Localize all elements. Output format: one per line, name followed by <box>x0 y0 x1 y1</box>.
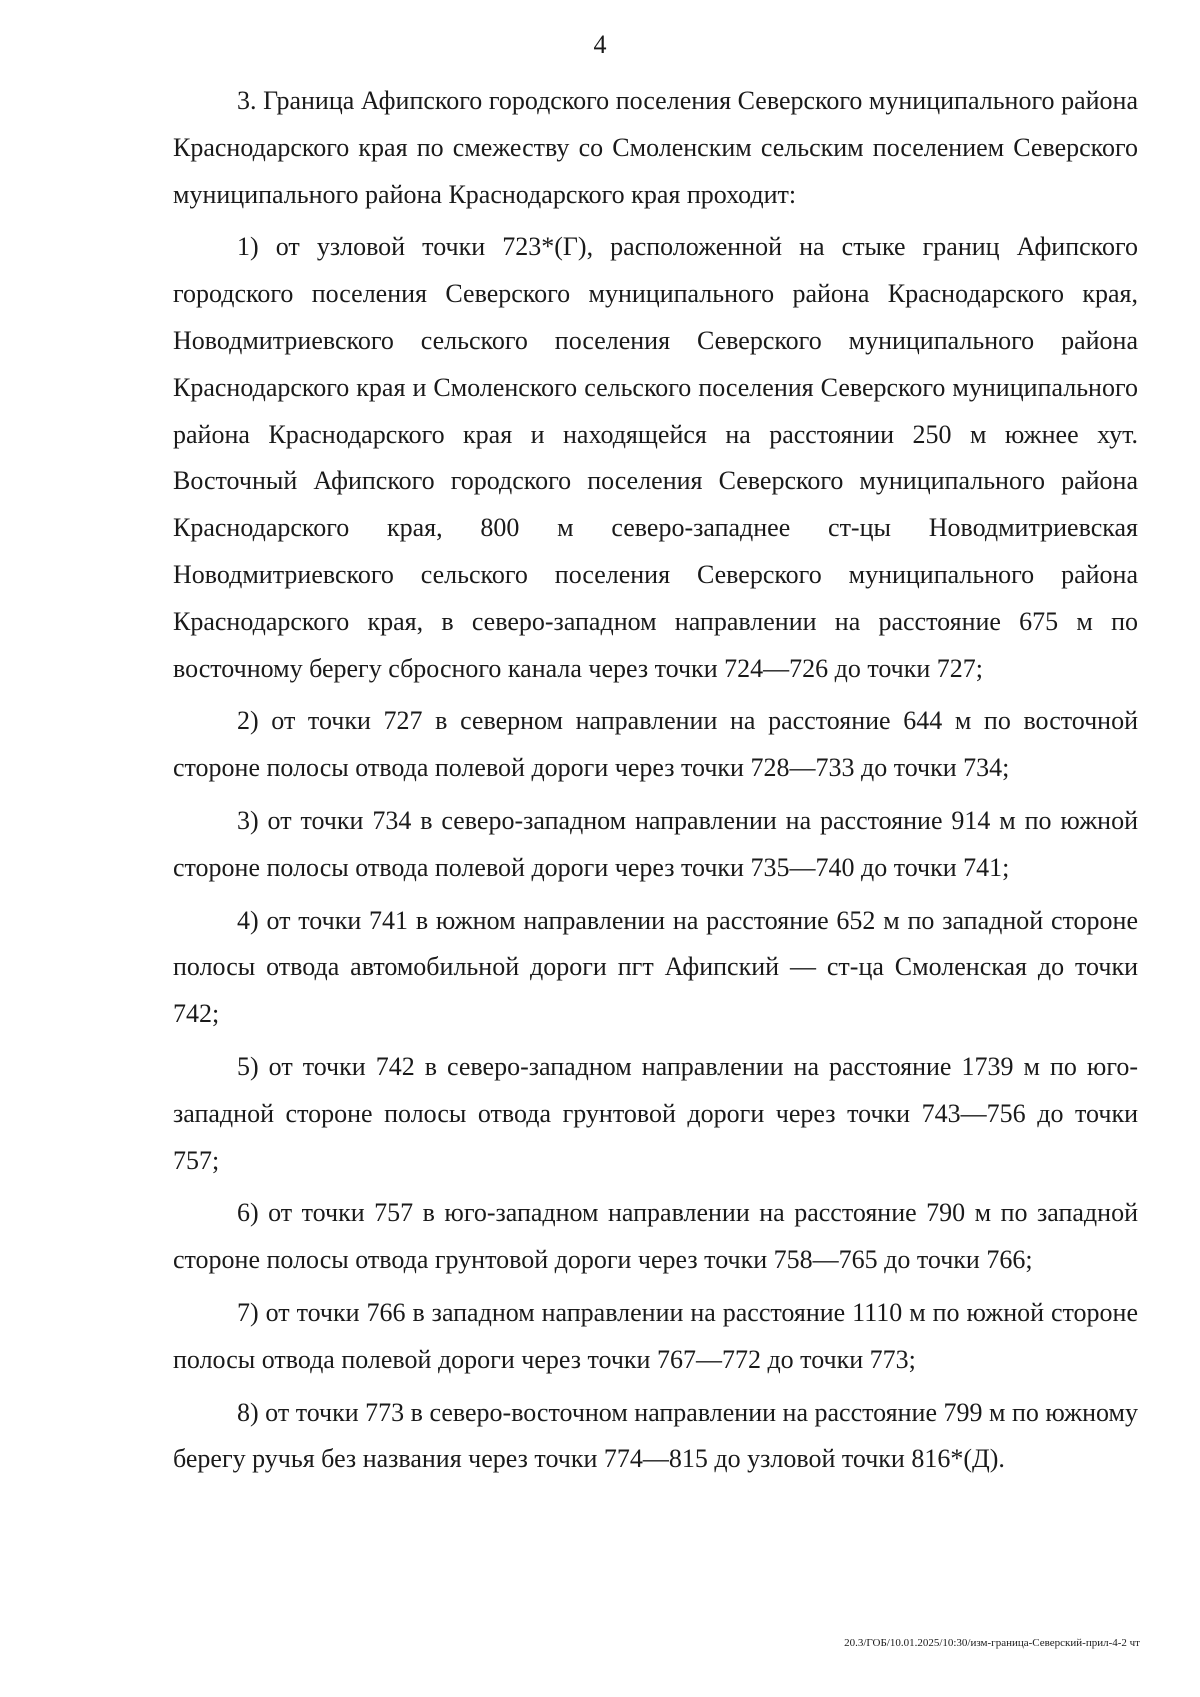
boundary-item-4: 4) от точки 741 в южном направлении на расстояние 652 м по западной стороне полосы отвода автомобильной дороги пгт Афипский — ст-ца Смоленская до точки 742; <box>173 905 1138 1029</box>
boundary-item-5: 5) от точки 742 в северо-западном направлении на расстояние 1739 м по юго-западной стороне полосы отвода грунтовой дороги через точки 743—756 до точки 757; <box>173 1051 1138 1175</box>
boundary-item-1: 1) от узловой точки 723*(Г), расположенной на стыке границ Афипского городского поселения Северского муниципального района Краснодарского края, Новодмитриевского сельского поселения Северского муниципального района Краснодарского края и Смоленского сельского поселения Северского муниципального района Краснодарского края и находящейся на расстоянии 250 м южнее хут. Восточный Афипского городского поселения Северского муниципального района Краснодарского края, 800 м северо-западнее ст-цы Новодмитриевская Новодмитриевского сельского поселения Северского муниципального района Краснодарского края, в северо-западном направлении на расстояние 675 м по восточному берегу сбросного канала через точки 724—726 до точки 727; <box>173 232 1138 683</box>
document-body <box>173 78 1138 1483</box>
boundary-item-7: 7) от точки 766 в западном направлении на расстояние 1110 м по южной стороне полосы отвода полевой дороги через точки 767—772 до точки 773; <box>173 1297 1138 1374</box>
document-footer-code: 20.3/ГОБ/10.01.2025/10:30/изм-граница-Северский-прил-4-2 чт <box>844 1637 1140 1649</box>
boundary-item-6: 6) от точки 757 в юго-западном направлении на расстояние 790 м по западной стороне полосы отвода грунтовой дороги через точки 758—765 до точки 766; <box>173 1198 1138 1275</box>
boundary-item-2: 2) от точки 727 в северном направлении на расстояние 644 м по восточной стороне полосы отвода полевой дороги через точки 728—733 до точки 734; <box>173 706 1138 783</box>
boundary-item-8: 8) от точки 773 в северо-восточном направлении на расстояние 799 м по южному берегу ручья без названия через точки 774—815 до узловой точки 816*(Д). <box>173 1397 1138 1474</box>
boundary-item-3: 3) от точки 734 в северо-западном направлении на расстояние 914 м по южной стороне полосы отвода полевой дороги через точки 735—740 до точки 741; <box>173 805 1138 882</box>
page-number: 4 <box>593 30 607 59</box>
section-3-intro: 3. Граница Афипского городского поселения Северского муниципального района Краснодарского края по смежеству со Смоленским сельским поселением Северского муниципального района Краснодарского края проходит: <box>173 86 1138 209</box>
